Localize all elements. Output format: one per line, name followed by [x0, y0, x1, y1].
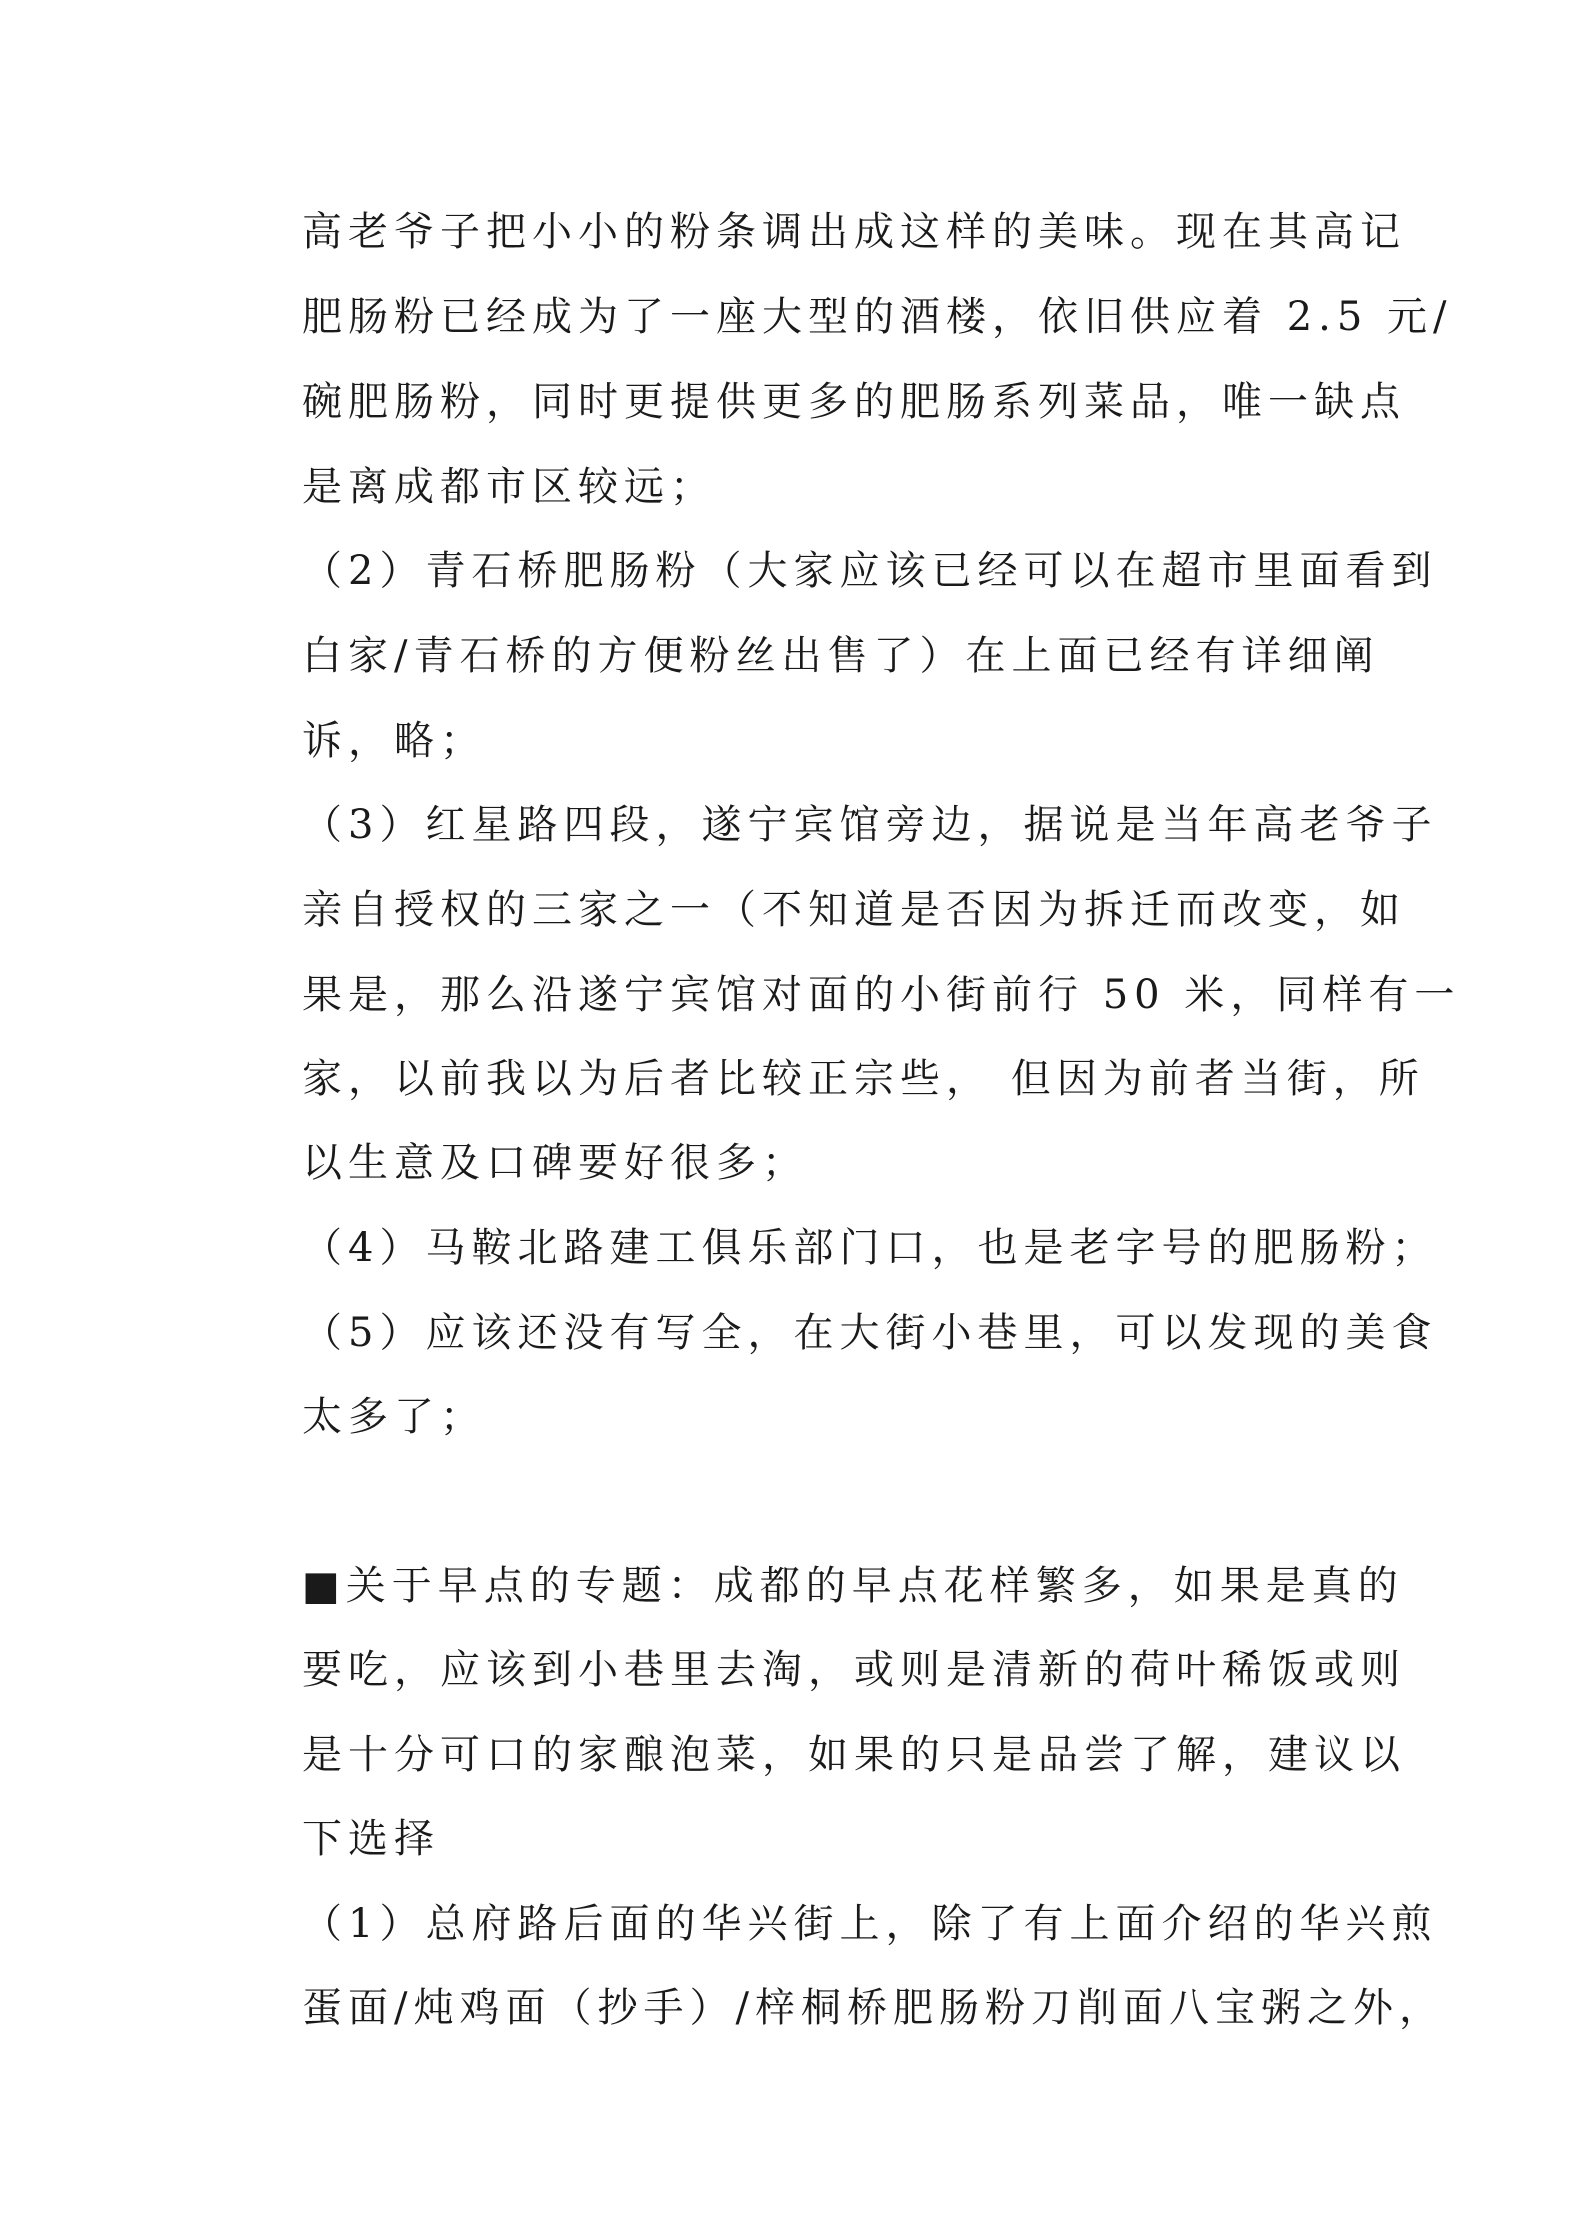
text-line: 白家/青石桥的方便粉丝出售了）在上面已经有详细阐 [302, 633, 1380, 679]
text-line: （4）马鞍北路建工俱乐部门口，也是老字号的肥肠粉； [302, 1225, 1438, 1271]
text-line: 蛋面/炖鸡面（抄手）/梓桐桥肥肠粉刀削面八宝粥之外， [302, 1985, 1445, 2031]
text-line: （2）青石桥肥肠粉（大家应该已经可以在超市里面看到 [302, 548, 1438, 594]
text-line: ■关于早点的专题：成都的早点花样繁多，如果是真的 [302, 1563, 1404, 1609]
text-line: 高老爷子把小小的粉条调出成这样的美味。现在其高记 [302, 209, 1406, 255]
text-line: 果是，那么沿遂宁宾馆对面的小街前行 50 米，同样有一 [302, 972, 1461, 1018]
text-line: 肥肠粉已经成为了一座大型的酒楼，依旧供应着 2.5 元/ [302, 294, 1453, 340]
text-line: 亲自授权的三家之一（不知道是否因为拆迁而改变，如 [302, 887, 1406, 933]
text-line: （1）总府路后面的华兴街上，除了有上面介绍的华兴煎 [302, 1901, 1438, 1947]
text-line: 是离成都市区较远； [302, 464, 716, 510]
text-line: 是十分可口的家酿泡菜，如果的只是品尝了解，建议以 [302, 1732, 1406, 1778]
text-line: 以生意及口碑要好很多； [302, 1140, 808, 1186]
text-line: 碗肥肠粉，同时更提供更多的肥肠系列菜品，唯一缺点 [302, 379, 1406, 425]
text-line: （5）应该还没有写全，在大街小巷里，可以发现的美食 [302, 1310, 1438, 1356]
text-line: 要吃，应该到小巷里去淘，或则是清新的荷叶稀饭或则 [302, 1647, 1406, 1693]
text-line: （3）红星路四段，遂宁宾馆旁边，据说是当年高老爷子 [302, 802, 1438, 848]
text-line: 家，以前我以为后者比较正宗些， 但因为前者当街，所 [302, 1056, 1425, 1102]
text-line: 下选择 [302, 1816, 440, 1862]
text-line: 太多了； [302, 1394, 486, 1440]
text-line: 诉，略； [302, 718, 486, 764]
